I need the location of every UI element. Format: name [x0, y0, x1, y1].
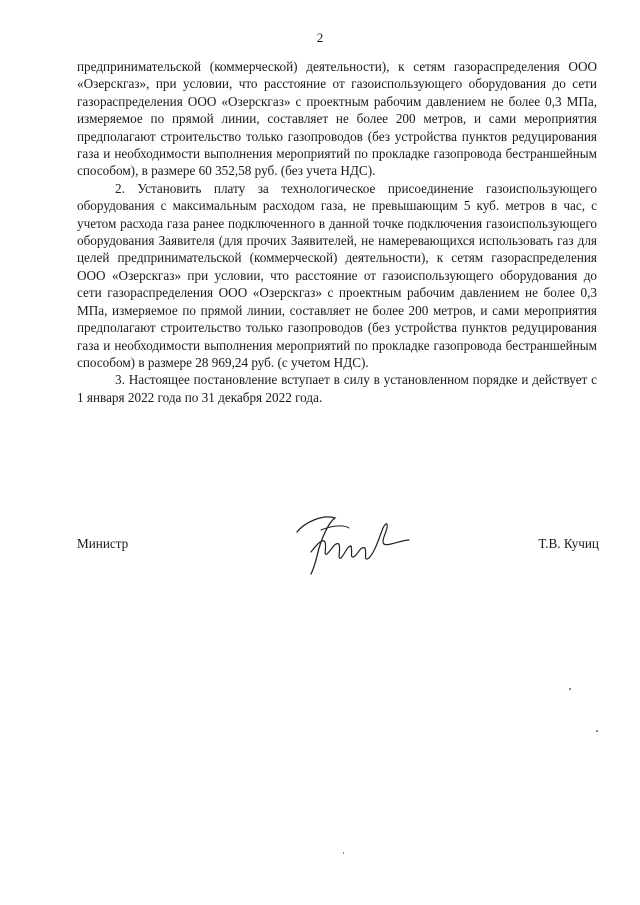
paragraph-item-3: 3. Настоящее постановление вступает в силу в установленном порядке и действует с 1 января 2022 года по 31 декабря 2022 года. [77, 372, 597, 405]
paragraph-item-2: 2. Установить плату за технологическое присоединение газоиспользующего оборудования с максимальным расходом газа, не превышающим 5 куб. метров в час, с учетом расхода газа ранее подключенного в данной точке подключения газоиспользующего оборудования Заявителя (для прочих Заявителей, не намеревающихся использовать газ для целей предпринимательской (коммерческой) деятельности), к сетям газораспределения ООО «Озерскгаз» при условии, что расстояние от газоиспользующего оборудования до сети газораспределения ООО «Озерскгаз» с проектным рабочим давлением не более 0,3 МПа, измеряемое по прямой линии, составляет не более 200 метров, и сами мероприятия предполагают строительство только газопроводов (без устройства пунктов редуцирования газа и необходимости выполнения мероприятий по прокладке газопровода бестраншейным способом) в размере 28 969,24 руб. (с учетом НДС). [77, 180, 597, 370]
scan-speck [596, 730, 598, 732]
handwritten-signature [283, 508, 413, 578]
document-body [77, 58, 597, 406]
paragraph-continuation: предпринимательской (коммерческой) деятельности), к сетям газораспределения ООО «Озерскгаз», при условии, что расстояние от газоиспользующего оборудования до сети газораспределения ООО «Озерскгаз» с проектным рабочим давлением не более 0,3 МПа, измеряемое по прямой линии, составляет не более 200 метров, и сами мероприятия предполагают строительство только газопроводов (без устройства пунктов редуцирования газа и необходимости выполнения мероприятий по прокладке газопровода бестраншейным способом), в размере 60 352,58 руб. (без учета НДС). [77, 59, 597, 179]
scan-speck [569, 688, 571, 690]
signatory-title: Министр [77, 536, 129, 551]
page-number: 2 [316, 30, 324, 45]
scan-speck [343, 852, 344, 854]
signature-block [77, 530, 599, 570]
signatory-name: Т.В. Кучиц [538, 536, 599, 551]
